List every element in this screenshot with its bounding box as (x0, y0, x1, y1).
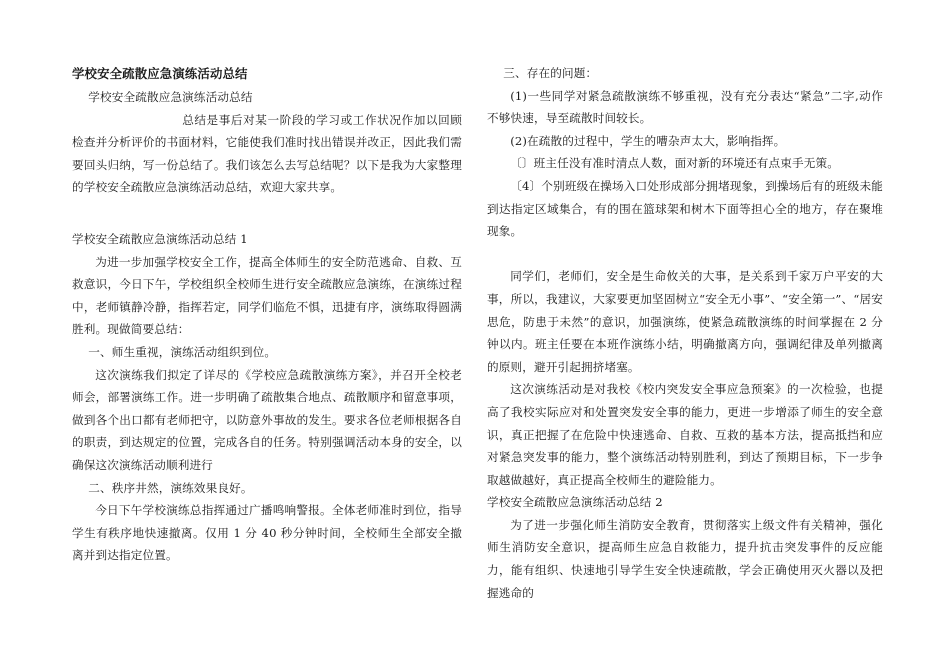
section1-body: 这次演练我们拟定了详尽的《学校应急疏散演练方案》，并召开全校老师会，部署演练工作。进一步明确了疏散集合地点、疏散顺序和留意事项，做到各个出口都有老师把守，以防意外事故的发生。要求各位老师根据各自的职责，到达规定的位置，完成各自的任务。特别强调活动本身的安全，以确保这次演练活动顺利进行 (72, 367, 462, 472)
spacer (72, 199, 462, 228)
summary2-paragraph: 为了进一步强化师生消防安全教育，贯彻落实上级文件有关精神，强化师生消防安全意识，提高师生应急自救能力，提升抗击突发事件的反应能力，能有组织、快速地引导学生安全快速疏散，学会正确使用灭火器以及把握逃命的 (487, 517, 883, 600)
closing-paragraph-2: 这次演练活动是对我校《校内突发安全事应急预案》的一次检验，也提高了我校实际应对和处置突发安全事的能力，更进一步增添了师生的安全意识，真正把握了在危险中快速逃命、自救、互救的基本方法，提高抵挡和应对紧急突发事的能力，整个演练活动特别胜利，到达了预期目标，下一步争取越做越好，真正提高全校师生的避险能力。 (487, 382, 883, 487)
problem-item-2: (2)在疏散的过程中，学生的嘈杂声太大，影响指挥。 (510, 133, 786, 148)
intro-paragraph: 总结是事后对某一阶段的学习或工作状况作加以回顾检查并分析评价的书面材料，它能使我们准时找出错误并改正，因此我们需要回头归纳，写一份总结了。我们该怎么去写总结呢？以下是我为大家整理的学校安全疏散应急演练活动总结，欢迎大家共享。 (72, 112, 462, 195)
summary1-paragraph: 为进一步加强学校安全工作，提高全体师生的安全防范逃命、自救、互救意识，今日下午，学校组织全校师生进行安全疏散应急演练，在演练过程中，老师镇静冷静，指挥若定，同学们临危不惧，迅捷有序，演练取得圆满胜利。现做简要总结： (72, 254, 462, 337)
document-title: 学校安全疏散应急演练活动总结 (72, 66, 248, 81)
summary1-heading: 学校安全疏散应急演练活动总结 1 (72, 231, 248, 246)
problem-item-4: 〔4〕个别班级在操场入口处形成部分拥堵现象，到操场后有的班级未能到达指定区域集合，有的围在篮球架和树木下面等担心全的地方，存在聚堆现象。 (487, 178, 883, 239)
closing-paragraph-1: 同学们，老师们，安全是生命攸关的大事，是关系到千家万户平安的大事，所以，我建议，大家要更加坚固树立“安全无小事”、“安全第一”、“居安思危，防患于未然”的意识，加强演练，使紧急疏散演练的时间掌握在 2 分钟以内。班主任要在本班作演练小结，明确撤离方向，强调纪律及单列撤离的原则，避开引起拥挤堵塞。 (487, 269, 883, 374)
problem-item-3: 〔〕班主任没有准时清点人数，面对新的环境还有点束手无策。 (510, 156, 840, 171)
summary2-heading: 学校安全疏散应急演练活动总结 2 (487, 495, 663, 510)
spacer (487, 243, 883, 266)
right-column (487, 62, 883, 604)
section3-heading: 三、存在的问题： (503, 66, 598, 80)
section2-heading: 二、秩序井然，演练效果良好。 (88, 480, 253, 495)
section2-body: 今日下午学校演练总指挥通过广播鸣响警报。全体老师准时到位，指导学生有秩序地快速撤离。仅用 1 分 40 秒分钟时间，全校师生全部安全撤离并到达指定位置。 (72, 503, 462, 563)
document-subtitle: 学校安全疏散应急演练活动总结 (88, 90, 253, 104)
left-column (72, 62, 462, 567)
problem-item-1: (1)一些同学对紧急疏散演练不够重视，没有充分表达“紧急”二字,动作不够快速，导至疏散时间较长。 (487, 88, 883, 126)
section1-heading: 一、师生重视，演练活动组织到位。 (88, 344, 277, 359)
